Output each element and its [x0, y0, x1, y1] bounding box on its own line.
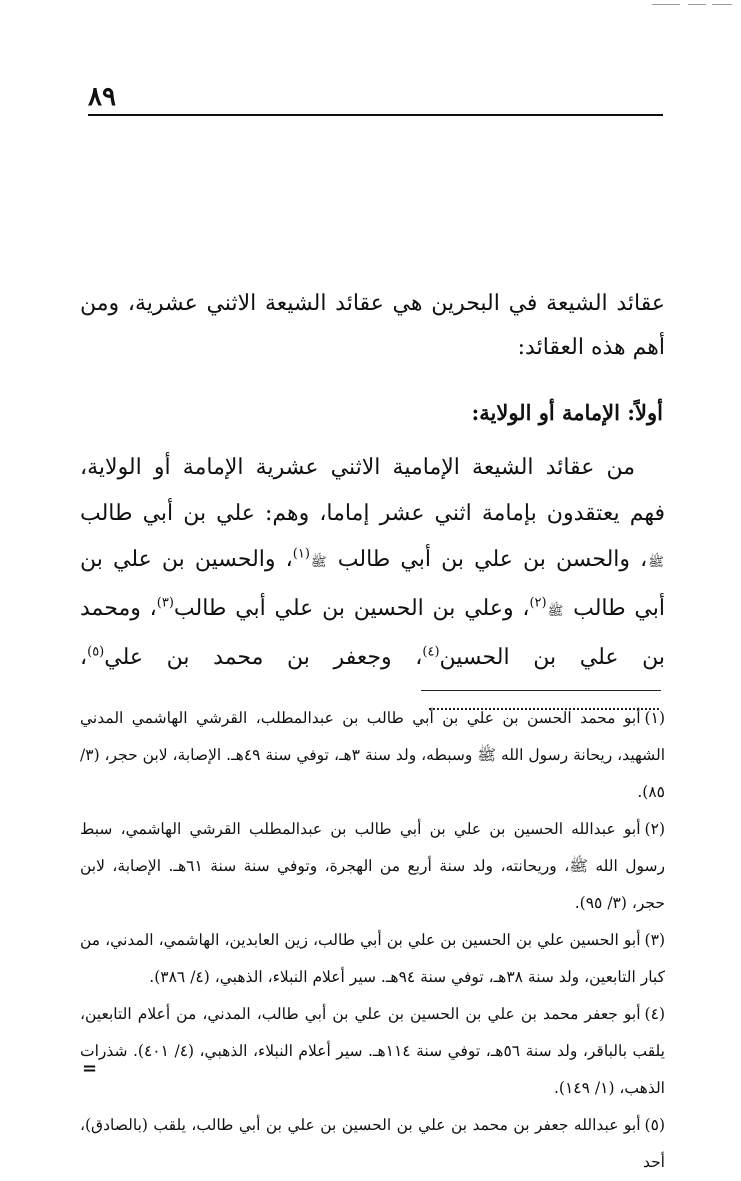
footnote-number: (٥) [644, 1116, 665, 1134]
footnote-ref-3[interactable]: (٣) [156, 595, 174, 611]
honorific-mark: ﷺ [648, 555, 664, 570]
page-number: ٨٩ [88, 82, 116, 112]
main-text-part2: ، والحسن بن علي بن أبي طالب [337, 547, 648, 572]
footnote-2 [80, 811, 665, 922]
continuation-mark: = [82, 1058, 98, 1079]
footnote-number: (٤) [644, 1005, 665, 1023]
main-text-part5: ، ومحمد بن علي بن الحسين [80, 596, 665, 670]
header-rule [88, 114, 663, 116]
main-paragraph [80, 445, 665, 727]
footnote-ref-1[interactable]: (١) [292, 546, 310, 562]
main-text-part1: من عقائد الشيعة الإمامية الاثني عشرية الإمامة أو الولاية، فهم يعتقدون بإمامة اثني عشر إماما، وهم: علي بن أبي طالب [80, 455, 665, 526]
footnote-separator [421, 690, 661, 691]
footnote-text: أبو عبدالله الحسين بن علي بن أبي طالب بن عبدالمطلب القرشي الهاشمي، سبط رسول الله ﷺ، وريحانته، ولد سنة أربع من الهجرة، وتوفي سنة سنة ٦١هـ. الإصابة، لابن حجر، (٣/ ٩٥). [80, 820, 666, 912]
footnote-text: أبو عبدالله جعفر بن محمد بن علي بن الحسين بن علي بن أبي طالب، يلقب (بالصادق)، أحد [80, 1116, 665, 1171]
footnote-4 [80, 996, 665, 1107]
footnote-number: (٣) [644, 931, 665, 949]
footnote-number: (١) [644, 709, 665, 727]
section-heading: أولاً: الإمامة أو الولاية: [471, 400, 663, 425]
main-text-part7: ، [80, 645, 88, 670]
footnote-text: أبو جعفر محمد بن علي بن الحسين بن علي بن أبي طالب، المدني، من أعلام التابعين، يلقب بالباقر، ولد سنة ٥٦هـ، توفي سنة ١١٤هـ. سير أعلام النبلاء، الذهبي، (٤/ ٤٠١). شذرات الذهب، (١/ ١٤٩). [80, 1005, 665, 1097]
main-text-part4: ، وعلي بن الحسين بن علي أبي طالب [173, 596, 530, 621]
scan-edge-mark-3 [712, 4, 732, 5]
footnote-ref-5[interactable]: (٥) [87, 644, 105, 660]
footnote-3 [80, 922, 665, 996]
footnote-text: أبو محمد الحسن بن علي بن أبي طالب بن عبدالمطلب، القرشي الهاشمي المدني الشهيد، ريحانة رسول الله ﷺ وسبطه، ولد سنة ٣هـ، توفي سنة ٤٩هـ. الإصابة، لابن حجر، (٣/ ٨٥). [80, 709, 665, 801]
footnote-ref-4[interactable]: (٤) [422, 644, 440, 660]
honorific-mark: ﷺ [310, 555, 327, 570]
main-text-part6: ، وجعفر بن محمد بن علي [104, 645, 423, 670]
intro-paragraph: عقائد الشيعة في البحرين هي عقائد الشيعة الاثني عشرية، ومن أهم هذه العقائد: [80, 291, 665, 360]
footnote-1 [80, 700, 665, 811]
footnote-text: أبو الحسين علي بن الحسين بن علي بن أبي طالب، زين العابدين، الهاشمي، المدني، من كبار التابعين، ولد سنة ٣٨هـ، توفي سنة ٩٤هـ. سير أعلام النبلاء، الذهبي، (٤/ ٣٨٦). [80, 931, 665, 986]
scan-edge-mark-1 [652, 4, 680, 5]
footnote-5 [80, 1107, 665, 1181]
footnote-ref-2[interactable]: (٢) [529, 595, 547, 611]
footnote-number: (٢) [644, 820, 665, 838]
main-text-part3: ، والحسين بن علي بن أبي طالب [80, 547, 665, 621]
footnotes-section [80, 700, 665, 1181]
honorific-mark: ﷺ [547, 604, 564, 619]
scan-edge-mark-2 [688, 4, 706, 5]
